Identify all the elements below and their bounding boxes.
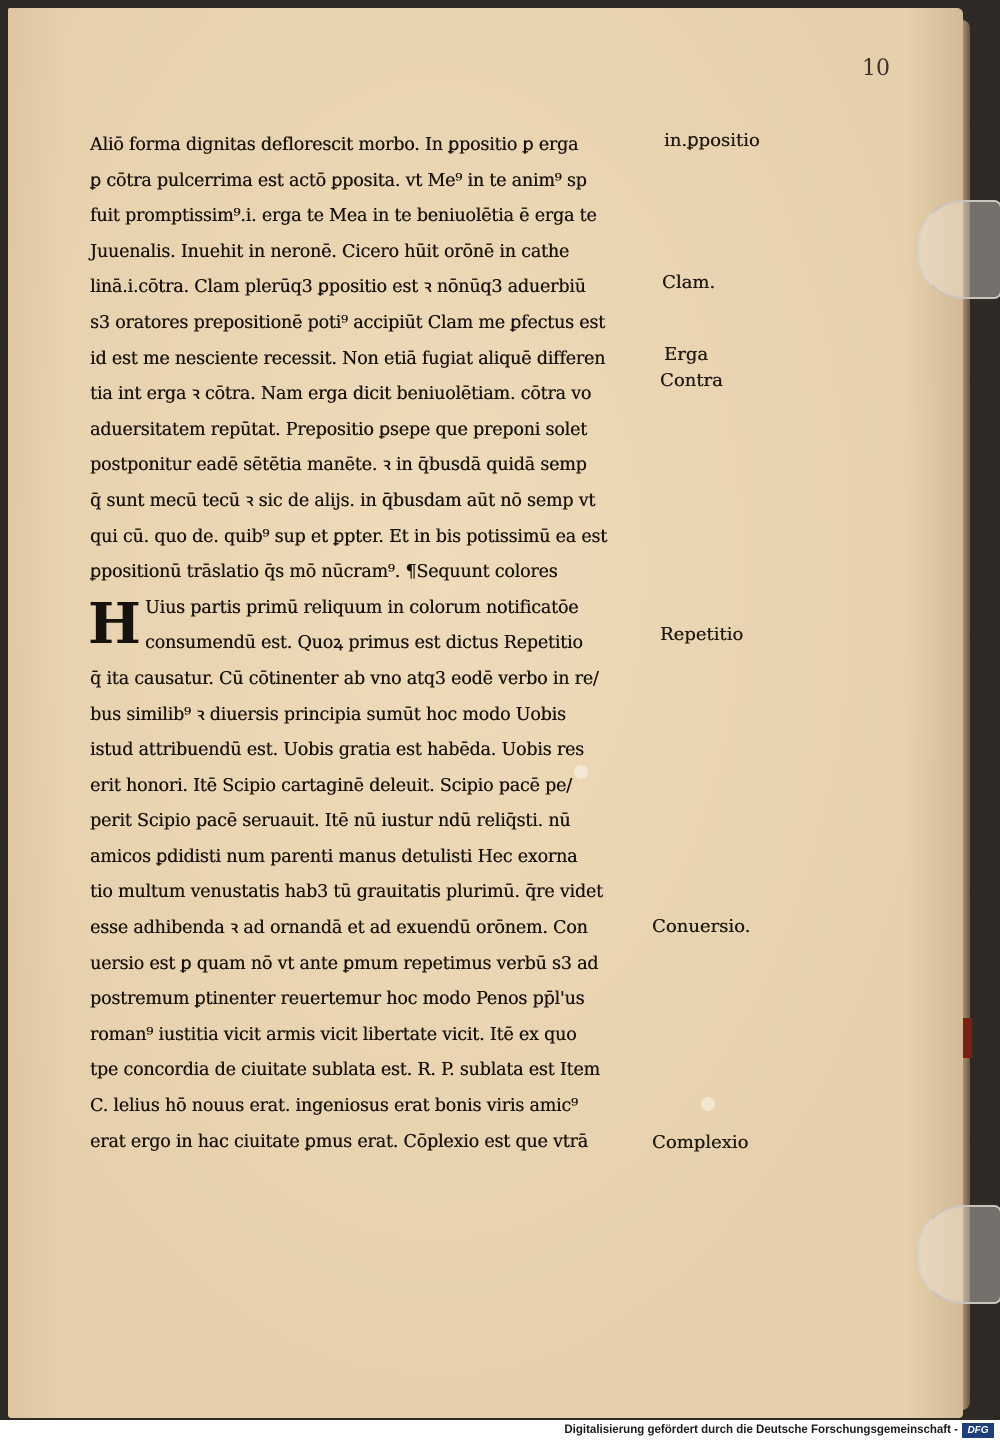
main-text-column [90,128,660,1160]
text-line: ꝑpositionū trāslatio q̄s mō nūcram⁹. ¶Sequunt colores [90,562,558,583]
drop-cap-initial: H [88,591,141,657]
marginal-note-clam: Clam. [662,272,716,293]
marginal-note-contra: Contra [660,370,723,391]
marginal-note-erga: Erga [664,344,708,365]
digitization-footer [0,1420,1000,1443]
text-line: roman⁹ iustitia vicit armis vicit libertate vicit. Itē ex quo [90,1024,577,1045]
text-line: qui cū. quo de. quib⁹ sup et ꝑpter. Et in bis potissimū ea est [90,526,607,547]
text-line: linā.i.cōtra. Clam plerūq3 ꝑpositio est ꝛ nōnūq3 aduerbiū [90,277,586,298]
folio-number: 10 [862,56,890,81]
text-line: uersio est ꝑ quam nō vt ante ꝑmum repetimus verbū s3 ad [90,953,599,974]
text-line: ꝑ cōtra pulcerrima est actō ꝑposita. vt Me⁹ in te anim⁹ sp [90,170,587,191]
text-line: postponitur eadē sētētia manēte. ꝛ in q̄busdā quidā semp [90,455,587,476]
clip-tab-bottom [918,1205,1000,1304]
text-line: postremum ꝑtinenter reuertemur hoc modo Penos pp̄l'us [90,989,585,1010]
dfg-logo: DFG [962,1423,994,1438]
clip-tab-top [918,200,1000,299]
text-line: q̄ ita causatur. Cū cōtinenter ab vno atq3 eodē verbo in re/ [90,668,599,689]
text-line: erit honori. Itē Scipio cartaginē deleuit. Scipio pacē pe/ [90,775,572,796]
text-line: s3 oratores prepositionē poti⁹ accipiūt Clam me ꝑfectus est [90,312,605,333]
text-line: tio multum venustatis hab3 tū grauitatis plurimū. q̄re videt [90,882,603,903]
text-line: q̄ sunt mecū tecū ꝛ sic de alijs. in q̄busdam aūt nō semp vt [90,490,596,511]
text-line: Aliō forma dignitas deflorescit morbo. In ꝑpositio ꝑ erga [90,135,579,155]
text-line: perit Scipio pacē seruauit. Itē nū iustur ndū reliq̄sti. nū [90,811,571,832]
funding-credit: Digitalisierung gefördert durch die Deutsche Forschungsgemeinschaft - [564,1424,958,1436]
text-line: tpe concordia de ciuitate sublata est. R. P. sublata est Item [90,1060,600,1081]
text-line: Uius partis primū reliquum in colorum notificatōe [145,597,579,618]
text-line: C. lelius hō nouus erat. ingeniosus erat bonis viris amic⁹ [90,1096,578,1117]
marginal-note-in-ppositio: in.ꝑpositio [664,130,760,151]
text-line: consumendū est. Quoꝝ primus est dictus Repetitio [145,633,583,654]
text-line: erat ergo in hac ciuitate ꝑmus erat. Cōplexio est que vtrā [90,1131,588,1152]
marginal-note-complexio: Complexio [652,1132,749,1153]
marginal-note-conuersio: Conuersio. [652,916,751,937]
text-line: esse adhibenda ꝛ ad ornandā et ad exuendū orōnem. Con [90,918,588,939]
text-line: id est me nesciente recessit. Non etiā fugiat aliquē differen [90,348,606,369]
text-line: bus similib⁹ ꝛ diuersis principia sumūt hoc modo Uobis [90,704,566,725]
text-line: amicos ꝑdidisti num parenti manus detulisti Hec exorna [90,846,578,867]
text-line: aduersitatem repūtat. Prepositio ꝑsepe que preponi solet [90,419,587,440]
text-line: tia int erga ꝛ cōtra. Nam erga dicit beniuolētiam. cōtra vo [90,384,592,405]
red-binding-mark [963,1018,972,1058]
text-line: istud attribuendū est. Uobis gratia est habēda. Uobis res [90,740,584,761]
text-line: fuit promptissim⁹.i. erga te Mea in te beniuolētia ē erga te [90,206,597,227]
text-line: Juuenalis. Inuehit in neronē. Cicero hūit orōnē in cathe [90,241,569,262]
worm-hole [701,1097,715,1111]
marginal-note-repetitio: Repetitio [660,624,744,645]
